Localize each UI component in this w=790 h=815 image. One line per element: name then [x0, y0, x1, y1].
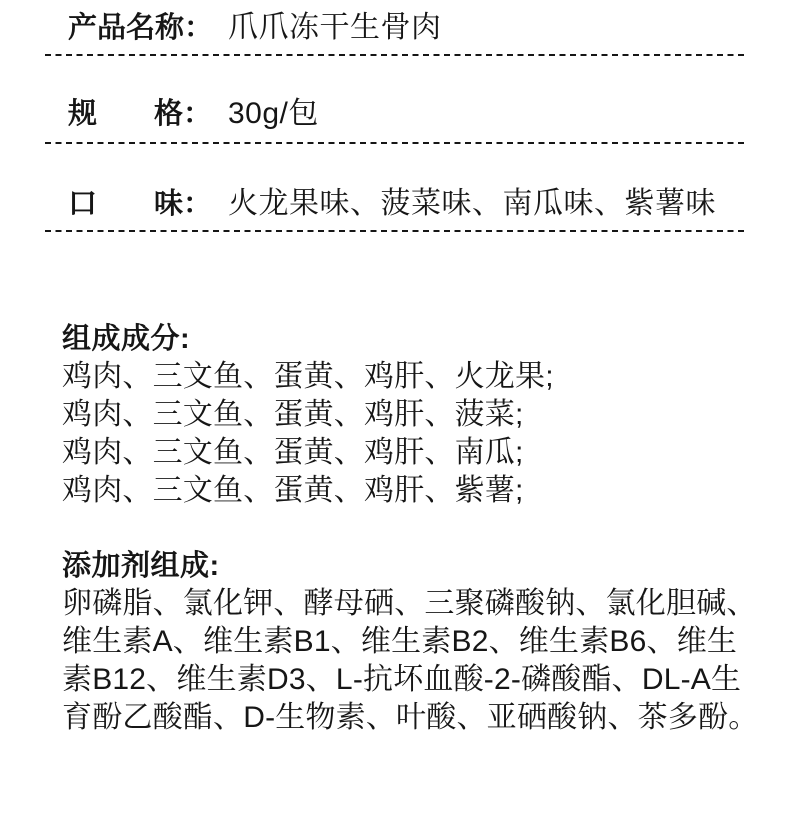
additives-section	[62, 585, 762, 737]
product-name-value: 爪爪冻干生骨肉	[228, 11, 442, 44]
additives-line: 素B12、维生素D3、L-抗坏血酸-2-磷酸酯、DL-A生	[62, 663, 742, 696]
info-row-product-name	[68, 10, 442, 46]
label-text: 味：	[153, 188, 212, 220]
composition-line: 鸡肉、三文鱼、蛋黄、鸡肝、菠菜;	[62, 398, 524, 431]
label-text: 产品名称：	[68, 12, 214, 44]
composition-section-title: 组成成分:	[62, 323, 191, 355]
composition-line: 鸡肉、三文鱼、蛋黄、鸡肝、火龙果;	[62, 360, 554, 393]
info-row-spec	[68, 96, 319, 132]
composition-line: 鸡肉、三文鱼、蛋黄、鸡肝、南瓜;	[62, 436, 524, 469]
dashed-divider	[45, 142, 745, 144]
label-text: 规	[68, 98, 98, 130]
label-text: 口	[68, 188, 98, 220]
flavor-value: 火龙果味、菠菜味、南瓜味、紫薯味	[228, 187, 716, 220]
dashed-divider	[45, 230, 745, 232]
product-name-label	[68, 10, 212, 46]
dashed-divider	[45, 54, 745, 56]
additives-section-title: 添加剂组成:	[62, 550, 220, 582]
spec-value: 30g/包	[228, 97, 319, 130]
additives-line: 卵磷脂、氯化钾、酵母硒、三聚磷酸钠、氯化胆碱、	[62, 587, 757, 620]
spec-label	[68, 96, 212, 132]
flavor-label	[68, 186, 212, 222]
additives-line: 维生素A、维生素B1、维生素B2、维生素B6、维生	[62, 625, 738, 658]
composition-section	[62, 358, 762, 510]
label-text: 格：	[153, 98, 212, 130]
composition-line: 鸡肉、三文鱼、蛋黄、鸡肝、紫薯;	[62, 474, 524, 507]
additives-line: 育酚乙酸酯、D-生物素、叶酸、亚硒酸钠、茶多酚。	[62, 701, 759, 734]
info-row-flavor	[68, 186, 716, 222]
